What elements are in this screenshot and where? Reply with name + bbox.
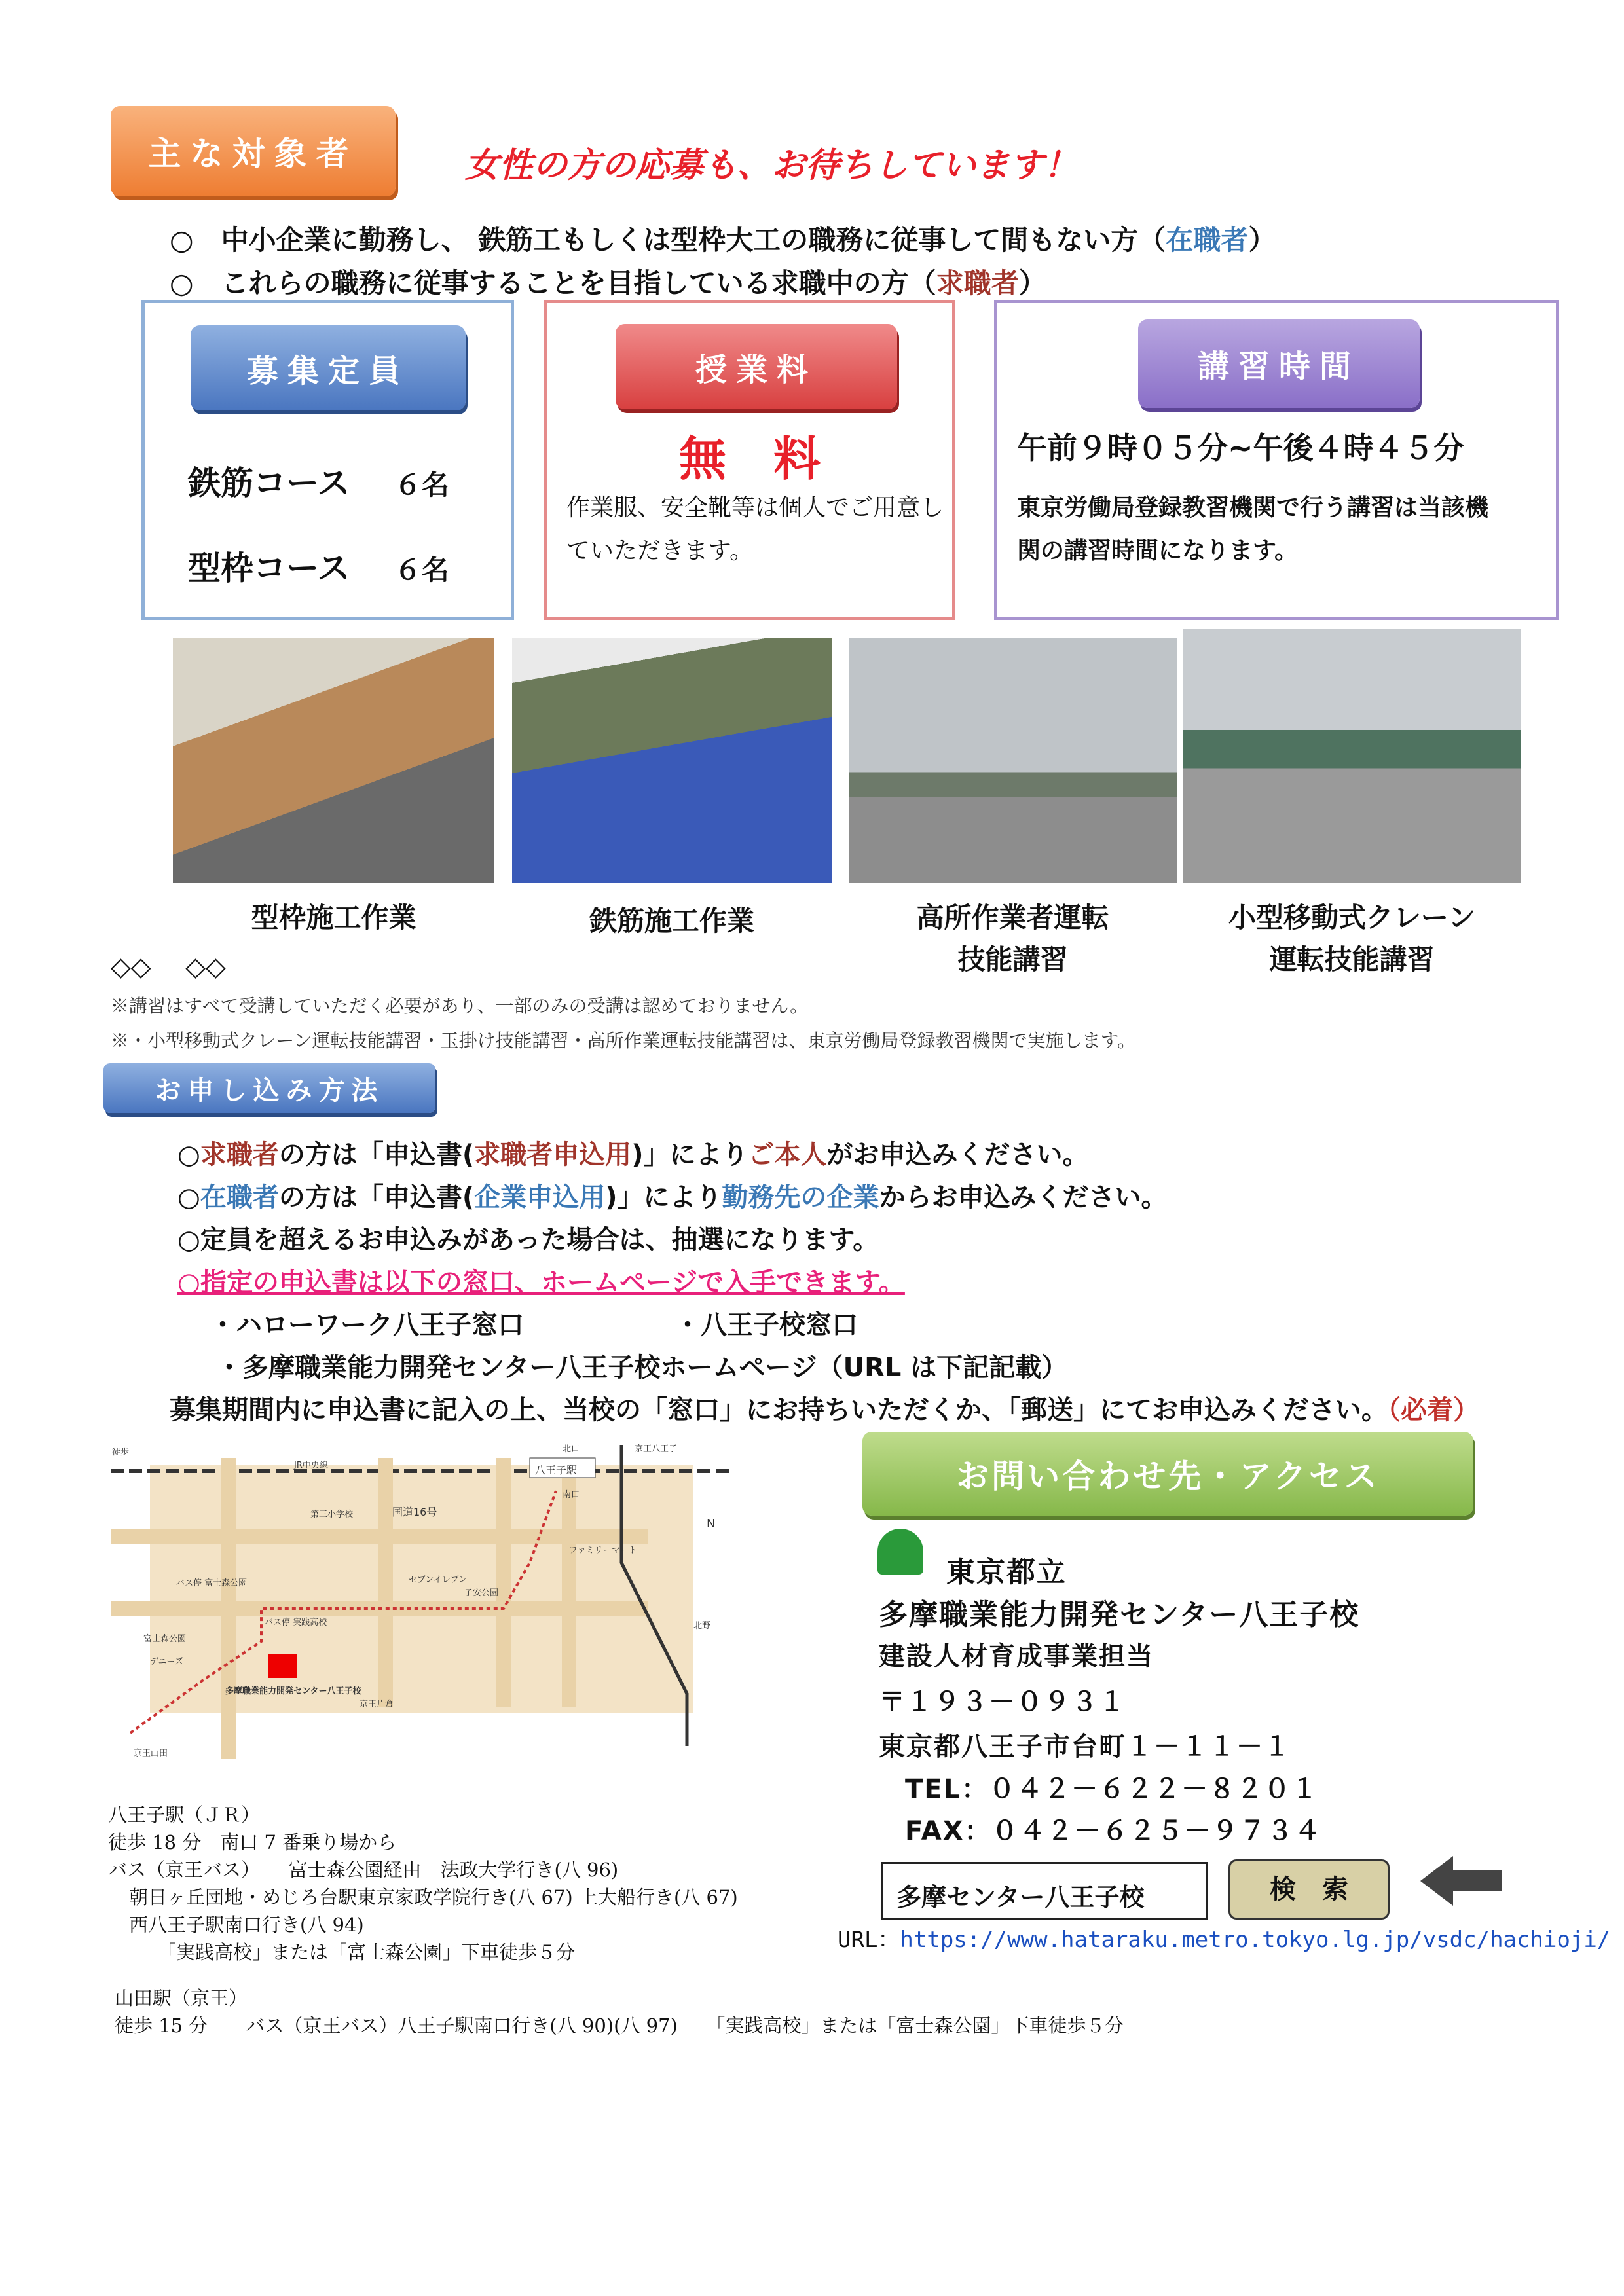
target-bullet-1: ○ 中小企業に勤務し、 鉄筋工もしくは型枠大工の職務に従事して間もない方（在職者） (170, 224, 1276, 256)
headline: 女性の方の応募も、お待ちしています！ (465, 146, 1079, 185)
tokyo-ginkgo-logo-icon (877, 1529, 923, 1575)
fee-box (544, 300, 955, 620)
hours-value: 午前９時０５分~午後４時４５分 (1017, 430, 1464, 465)
target-bullet-2: ○ これらの職務に従事することを目指している求職中の方（求職者） (170, 267, 1046, 299)
access-keio-1: 山田駅（京王） (115, 1987, 248, 2009)
photo-crane (1183, 629, 1521, 883)
search-input[interactable]: 多摩センター八王子校 (881, 1862, 1208, 1920)
access-jr-3: バス（京王バス） 富士森公園経由 法政大学行き(八 96) (108, 1859, 619, 1881)
contact-tel: TEL：０４２－６２２－８２０１ (905, 1774, 1320, 1804)
photo-rebar (512, 638, 832, 883)
hours-box (994, 300, 1559, 620)
apply-line-5a: ・ハローワーク八王子窓口 (210, 1310, 524, 1340)
capacity-box (141, 300, 514, 620)
contact-org: 東京都立 (946, 1556, 1067, 1589)
fee-note: 作業服、安全靴等は個人でご用意していただきます。 (566, 494, 944, 564)
fee-value: 無 料 (678, 431, 821, 486)
photo-aerial-work (849, 638, 1177, 883)
access-jr-1: 八王子駅（ＪＲ） (108, 1804, 261, 1826)
apply-line-4: ○指定の申込書は以下の窓口、ホームページで入手できます。 (177, 1267, 905, 1298)
photo-formwork (173, 638, 494, 883)
apply-line-3: ○定員を超えるお申込みがあった場合は、抽選になります。 (177, 1225, 879, 1255)
hours-label: 講習時間 (1138, 319, 1420, 408)
capacity-label: 募集定員 (191, 325, 466, 410)
access-jr-2: 徒歩 18 分 南口 7 番乗り場から (108, 1831, 397, 1853)
url-line: URL：https://www.hataraku.metro.tokyo.lg.jp/vsdc/hachioji/ (838, 1927, 1611, 1953)
contact-fax: FAX：０４２－６２５－９７３４ (905, 1816, 1322, 1846)
capacity-row-form: 型枠コース ６名 (188, 549, 449, 587)
contact-zip: 〒１９３－０９３１ (879, 1687, 1126, 1717)
apply-badge: お申し込み方法 (103, 1063, 435, 1113)
apply-line-1: ○求職者の方は「申込書(求職者申込用)」によりご本人がお申込みください。 (177, 1140, 1089, 1170)
note-1: ※講習はすべて受講していただく必要があり、一部のみの受講は認めておりません。 (111, 995, 809, 1017)
target-badge: 主な対象者 (111, 106, 396, 196)
photo-caption-2: 鉄筋施工作業 (589, 905, 754, 937)
contact-badge: お問い合わせ先・アクセス (862, 1432, 1473, 1516)
access-keio-2: 徒歩 15 分 バス（京王バス）八王子駅南口行き(八 90)(八 97) 「実践高校」または「富士森公園」下車徒歩５分 (115, 2014, 1124, 2037)
apply-line-6: ・多摩職業能力開発センター八王子校ホームページ（URL は下記記載） (216, 1353, 1068, 1383)
access-jr-6: 「実践高校」または「富士森公園」下車徒歩５分 (157, 1941, 576, 1963)
arrow-left-icon (1420, 1856, 1502, 1906)
photo-caption-4: 小型移動式クレーン 運転技能講習 (1228, 902, 1476, 975)
contact-school: 多摩職業能力開発センター八王子校 (879, 1598, 1360, 1631)
note-2: ※・小型移動式クレーン運転技能講習・玉掛け技能講習・高所作業運転技能講習は、東京労働局登録教習機関で実施します。 (111, 1030, 1136, 1051)
url-link[interactable]: https://www.hataraku.metro.tokyo.lg.jp/vsdc/hachioji/ (900, 1927, 1611, 1953)
capacity-row-rebar: 鉄筋コース ６名 (188, 464, 449, 502)
access-jr-5: 西八王子駅南口行き(八 94) (129, 1914, 364, 1936)
photo-caption-1: 型枠施工作業 (251, 902, 416, 934)
access-map: 徒歩 JR中央線 八王子駅 京王八王子 北口 南口 国道16号 第三小学校 セブンイレブン ファミリーマート バス停 富士森公園 バス停 実践高校 富士森公園 デニーズ 多摩職業能力開発センター八王子校 京王片倉 京王山田 北野 子安公園 N (111, 1432, 731, 1764)
diamonds: ◇◇ ◇◇ (111, 952, 226, 982)
access-jr-4: 朝日ヶ丘団地・めじろ台駅東京家政学院行き(八 67) 上大船行き(八 67) (129, 1886, 738, 1908)
search-button[interactable]: 検 索 (1228, 1859, 1390, 1920)
fee-label: 授業料 (616, 324, 897, 409)
apply-line-2: ○在職者の方は「申込書(企業申込用)」により勤務先の企業からお申込みください。 (177, 1182, 1168, 1212)
apply-line-5b: ・八王子校窓口 (674, 1310, 858, 1340)
hours-note: 東京労働局登録教習機関で行う講習は当該機関の講習時間になります。 (1017, 494, 1489, 564)
photo-caption-3: 高所作業者運転 技能講習 (916, 902, 1109, 975)
apply-line-7: 募集期間内に申込書に記入の上、当校の「窓口」にお持ちいただくか、「郵送」にてお申込みください。（必着） (170, 1395, 1479, 1425)
contact-address: 東京都八王子市台町１－１１－１ (879, 1732, 1291, 1762)
contact-dept: 建設人材育成事業担当 (879, 1641, 1154, 1671)
